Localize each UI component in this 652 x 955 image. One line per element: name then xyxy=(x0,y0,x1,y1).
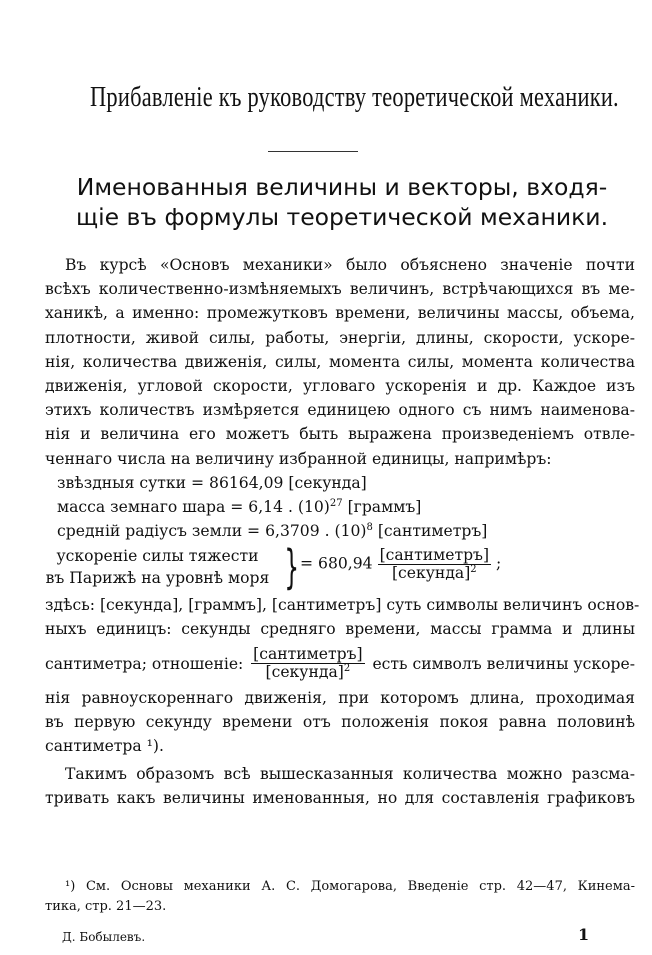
acceleration-fraction xyxy=(251,646,365,681)
exponent: 8 xyxy=(366,521,373,533)
equation-unit: [граммъ] xyxy=(342,497,422,516)
gravity-label-line: ускореніе силы тяжести xyxy=(56,547,259,566)
text-line: всѣхъ количественно-измѣняемыхъ величинъ, встрѣчающихся въ ме- xyxy=(45,280,635,299)
footnote-line: тика, стр. 21—23. xyxy=(45,899,167,914)
text-line: нія, количества движенія, силы, момента силы, момента количества xyxy=(45,352,635,371)
exponent: 2 xyxy=(343,662,351,674)
gravity-end: ; xyxy=(496,554,502,573)
equation-gravity xyxy=(45,540,635,595)
text-line: ныхъ единицъ: секунды средняго времени, массы грамма и длины xyxy=(45,620,635,639)
text-line: въ первую секунду времени отъ положенія покоя равна половинѣ xyxy=(45,712,635,731)
denominator-text: [секунда] xyxy=(265,663,344,682)
equation-sidereal-day: звѣздныя сутки = 86164,09 [секунда] xyxy=(57,473,367,492)
text-line: сантиметра ¹). xyxy=(45,737,164,755)
fraction-denominator xyxy=(378,565,492,582)
text-line: движенія, угловой скорости, угловаго ускоренія и др. Каждое изъ xyxy=(45,376,635,395)
body-text xyxy=(45,253,640,811)
equation-text: средній радіусъ земли = 6,3709 . (10) xyxy=(57,522,367,541)
text-line: нія и величина его можетъ быть выражена произведеніемъ отвле- xyxy=(45,425,635,444)
text-segment: сантиметра; отношеніе: xyxy=(45,654,244,673)
fraction-numerator: [сантиметръ] xyxy=(253,645,363,664)
text-line: ханикѣ, а именно: промежутковъ времени, величины массы, объема, xyxy=(45,304,635,323)
fraction-denominator xyxy=(251,664,365,681)
equations-block xyxy=(45,471,635,595)
text-line: плотности, живой силы, работы, энергіи, длины, скорости, ускоре- xyxy=(45,328,635,347)
title-divider xyxy=(268,151,358,152)
text-line: тривать какъ величины именованныя, но для составленія графиковъ xyxy=(45,789,635,808)
section-heading-line: щіе въ формулы теоретической механики. xyxy=(75,203,609,231)
gravity-value xyxy=(300,547,501,582)
section-heading xyxy=(42,172,642,232)
equation-text: масса земнаго шара = 6,14 . (10) xyxy=(57,497,330,516)
gravity-value-text: = 680,94 xyxy=(300,554,373,573)
paragraph-2 xyxy=(45,593,640,758)
gravity-fraction xyxy=(378,547,492,582)
paragraph-3 xyxy=(45,762,635,810)
text-line: ченнаго числа на величину избранной единицы, напримѣръ: xyxy=(45,449,552,468)
footnote-line: ¹) См. Основы механики А. С. Домогарова, Введеніе стр. 42—47, Кинема- xyxy=(65,879,635,894)
section-heading-line: Именованныя величины и векторы, входя- xyxy=(76,173,608,201)
page-number: 1 xyxy=(578,925,590,944)
footer-author: Д. Бобылевъ. xyxy=(62,930,146,944)
footnote xyxy=(45,877,635,917)
gravity-label xyxy=(45,545,270,589)
equation-unit: [сантиметръ] xyxy=(372,522,488,541)
text-line: здѣсь: [секунда], [граммъ], [сантиметръ] суть символы величинъ основ- xyxy=(45,596,640,615)
exponent: 2 xyxy=(470,564,477,576)
equation-earth-radius xyxy=(45,519,635,543)
page-title: Прибавленіе къ руководству теоретической механики. xyxy=(90,82,619,113)
text-line: Такимъ образомъ всѣ вышесказанныя количества можно разсма- xyxy=(65,765,635,784)
text-line: этихъ количествъ измѣряется единицею одного съ нимъ наименова- xyxy=(45,401,635,420)
text-line: нія равноускореннаго движенія, при которомъ длина, проходимая xyxy=(45,688,635,707)
exponent: 27 xyxy=(329,497,343,509)
gravity-label-line: въ Парижѣ на уровнѣ моря xyxy=(45,569,270,588)
brace-symbol: } xyxy=(284,540,299,595)
equation-earth-mass xyxy=(45,495,635,519)
text-line: Въ курсѣ «Основъ механики» было объяснено значеніе почти xyxy=(65,256,635,274)
fraction-numerator: [сантиметръ] xyxy=(379,546,490,565)
text-segment: есть символъ величины ускоре- xyxy=(372,654,635,673)
denominator-text: [секунда] xyxy=(391,564,471,583)
text-line-with-fraction xyxy=(45,642,635,686)
paragraph-1 xyxy=(45,253,635,471)
